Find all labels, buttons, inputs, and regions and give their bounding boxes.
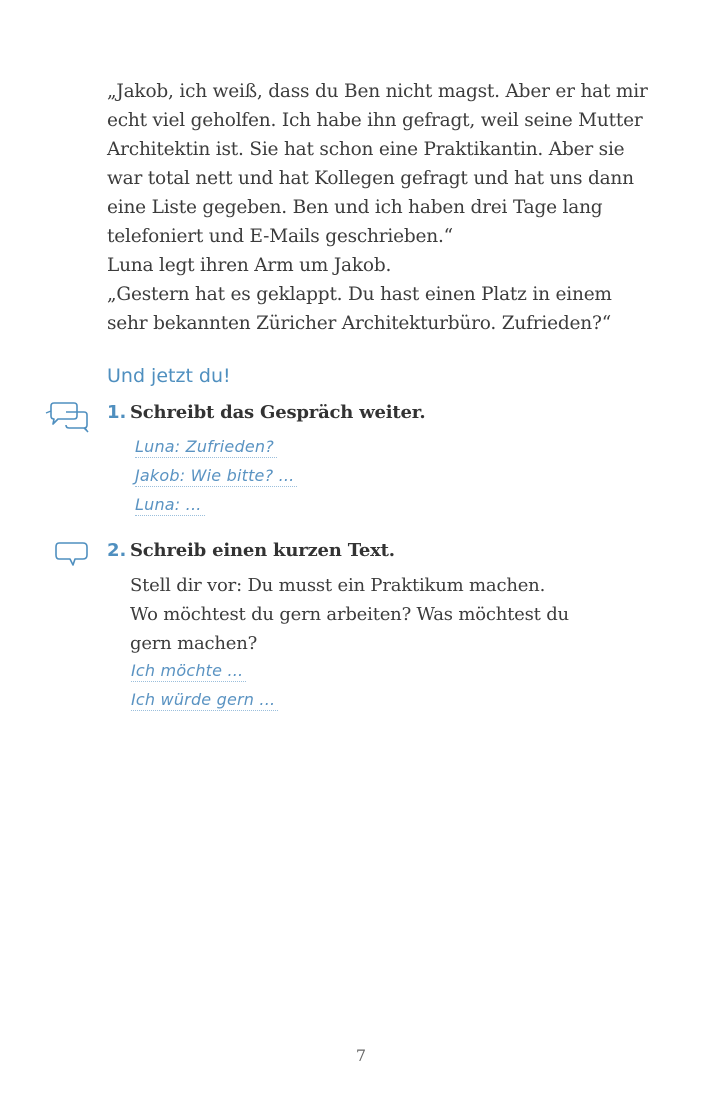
instruction-line: Stell dir vor: Du musst ein Praktikum machen. <box>130 575 546 596</box>
story-line: „Gestern hat es geklappt. Du hast einen Platz in einem <box>107 284 612 305</box>
task-number: 2. <box>107 540 127 561</box>
handwritten-prompt: Luna: Zufrieden? <box>135 437 277 458</box>
story-line: Luna legt ihren Arm um Jakob. <box>107 255 392 276</box>
dialogue-bubbles-icon <box>44 400 92 434</box>
story-line: sehr bekannten Züricher Architekturbüro. Zufrieden?“ <box>107 313 611 334</box>
page-number: 7 <box>355 1046 367 1065</box>
story-line: eine Liste gegeben. Ben und ich haben drei Tage lang <box>107 197 603 218</box>
story-line: „Jakob, ich weiß, dass du Ben nicht magst. Aber er hat mir <box>107 81 648 102</box>
task-number: 1. <box>107 402 127 423</box>
story-line: war total nett und hat Kollegen gefragt und hat uns dann <box>107 168 634 189</box>
speech-bubble-icon <box>53 540 91 568</box>
story-line: telefoniert und E-Mails geschrieben.“ <box>107 226 453 247</box>
task-instructions <box>130 571 690 658</box>
story-line: Architektin ist. Sie hat schon eine Praktikantin. Aber sie <box>107 139 625 160</box>
instruction-line: gern machen? <box>130 633 258 654</box>
instruction-line: Wo möchtest du gern arbeiten? Was möchtest du <box>130 604 569 625</box>
task-title: Schreib einen kurzen Text. <box>130 540 395 561</box>
handwritten-prompt: Jakob: Wie bitte? ... <box>135 466 297 487</box>
story-line: echt viel geholfen. Ich habe ihn gefragt, weil seine Mutter <box>107 110 643 131</box>
story-paragraph <box>107 77 667 338</box>
handwritten-prompt: Ich möchte ... <box>131 661 246 682</box>
task-title: Schreibt das Gespräch weiter. <box>130 402 426 423</box>
section-heading: Und jetzt du! <box>107 365 231 387</box>
handwritten-prompt: Ich würde gern ... <box>131 690 278 711</box>
handwritten-prompt: Luna: ... <box>135 495 205 516</box>
